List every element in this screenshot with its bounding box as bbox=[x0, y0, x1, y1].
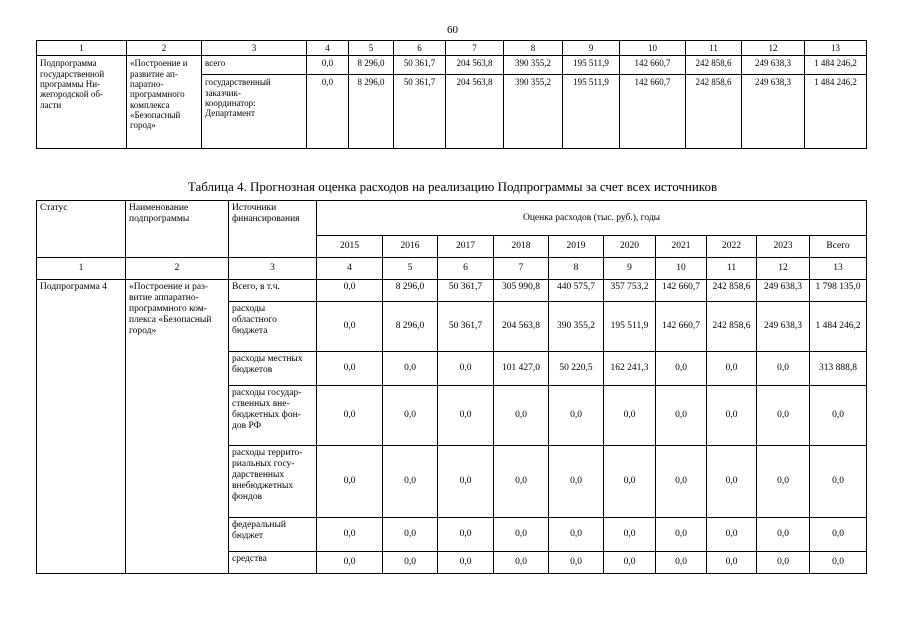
value-cell: 0,0 bbox=[383, 446, 438, 518]
value-cell: 50 361,7 bbox=[438, 302, 494, 352]
column-number-cell: 6 bbox=[394, 41, 446, 56]
column-number-cell: 11 bbox=[707, 258, 757, 280]
column-number-cell: 9 bbox=[563, 41, 620, 56]
value-cell: 0,0 bbox=[810, 552, 867, 574]
value-cell: 162 241,3 bbox=[604, 352, 656, 386]
value-cell: 0,0 bbox=[656, 352, 707, 386]
value-cell: 0,0 bbox=[317, 552, 383, 574]
value-cell: 0,0 bbox=[383, 552, 438, 574]
value-cell: 0,0 bbox=[317, 446, 383, 518]
column-number-cell: 11 bbox=[686, 41, 742, 56]
value-cell: 0,0 bbox=[383, 352, 438, 386]
value-cell: 0,0 bbox=[438, 446, 494, 518]
value-cell: 0,0 bbox=[549, 446, 604, 518]
column-number-cell: 9 bbox=[604, 258, 656, 280]
value-cell: 0,0 bbox=[307, 75, 349, 149]
value-cell: 0,0 bbox=[438, 518, 494, 552]
value-cell: 1 484 246,2 bbox=[805, 75, 867, 149]
source-cell: расходы областного бюджета bbox=[229, 302, 317, 352]
value-cell: 0,0 bbox=[317, 386, 383, 446]
value-cell: 313 888,8 bbox=[810, 352, 867, 386]
value-cell: 242 858,6 bbox=[686, 56, 742, 75]
source-cell: всего bbox=[202, 56, 307, 75]
value-cell: 0,0 bbox=[494, 518, 549, 552]
value-cell: 390 355,2 bbox=[549, 302, 604, 352]
year-cell: 2017 bbox=[438, 236, 494, 258]
column-number-row bbox=[37, 258, 867, 280]
value-cell: 8 296,0 bbox=[383, 280, 438, 302]
subprogram-name-cell: «Построение и развитие ап- паратно- программного комплекса «Безопасный город» bbox=[127, 56, 202, 149]
value-cell: 0,0 bbox=[438, 386, 494, 446]
year-cell: 2015 bbox=[317, 236, 383, 258]
value-cell: 242 858,6 bbox=[686, 75, 742, 149]
name-header: Наименование подпрограммы bbox=[126, 201, 229, 258]
subprogram-status-cell: Подпрограмма государственной программы Ни- жегородской об- ласти bbox=[37, 56, 127, 149]
source-cell: расходы государ- ственных вне- бюджетных фон- дов РФ bbox=[229, 386, 317, 446]
value-cell: 0,0 bbox=[317, 302, 383, 352]
column-number-cell: 1 bbox=[37, 41, 127, 56]
table-title: Таблица 4. Прогнозная оценка расходов на реализацию Подпрограммы за счет всех источников bbox=[187, 179, 718, 194]
value-cell: 195 511,9 bbox=[604, 302, 656, 352]
year-cell: 2020 bbox=[604, 236, 656, 258]
value-cell: 0,0 bbox=[810, 386, 867, 446]
value-cell: 0,0 bbox=[317, 518, 383, 552]
value-cell: 0,0 bbox=[707, 386, 757, 446]
year-cell: 2022 bbox=[707, 236, 757, 258]
column-number-cell: 4 bbox=[307, 41, 349, 56]
value-cell: 0,0 bbox=[604, 446, 656, 518]
value-cell: 357 753,2 bbox=[604, 280, 656, 302]
value-cell: 0,0 bbox=[494, 552, 549, 574]
value-cell: 249 638,3 bbox=[742, 56, 805, 75]
column-number-cell: 4 bbox=[317, 258, 383, 280]
value-cell: 440 575,7 bbox=[549, 280, 604, 302]
value-cell: 142 660,7 bbox=[656, 280, 707, 302]
source-cell: расходы террито- риальных госу- дарственных внебюджетных фондов bbox=[229, 446, 317, 518]
source-cell: государственный заказчик- координатор: Департамент bbox=[202, 75, 307, 149]
value-cell: 195 511,9 bbox=[563, 75, 620, 149]
year-cell: 2019 bbox=[549, 236, 604, 258]
column-number-cell: 7 bbox=[494, 258, 549, 280]
value-cell: 0,0 bbox=[656, 518, 707, 552]
header-row bbox=[37, 201, 867, 236]
value-cell: 50 220,5 bbox=[549, 352, 604, 386]
status-header: Статус bbox=[37, 201, 126, 258]
value-cell: 0,0 bbox=[757, 518, 810, 552]
value-cell: 204 563,8 bbox=[446, 75, 504, 149]
value-cell: 0,0 bbox=[810, 446, 867, 518]
column-number-cell: 12 bbox=[742, 41, 805, 56]
expenditure-forecast-table bbox=[36, 200, 867, 574]
value-cell: 0,0 bbox=[604, 552, 656, 574]
value-cell: 1 484 246,2 bbox=[805, 56, 867, 75]
value-cell: 8 296,0 bbox=[383, 302, 438, 352]
value-cell: 0,0 bbox=[656, 446, 707, 518]
column-number-cell: 10 bbox=[620, 41, 686, 56]
value-cell: 142 660,7 bbox=[620, 56, 686, 75]
page-number: 60 bbox=[447, 24, 458, 36]
value-cell: 0,0 bbox=[383, 518, 438, 552]
value-cell: 242 858,6 bbox=[707, 302, 757, 352]
column-number-cell: 1 bbox=[37, 258, 126, 280]
value-cell: 50 361,7 bbox=[394, 56, 446, 75]
value-cell: 0,0 bbox=[656, 552, 707, 574]
subprogram-name-cell: «Построение и раз- витие аппаратно- программного ком- плекса «Безопасный город» bbox=[126, 280, 229, 574]
column-number-cell: 3 bbox=[202, 41, 307, 56]
source-cell: расходы местных бюджетов bbox=[229, 352, 317, 386]
value-cell: 0,0 bbox=[549, 552, 604, 574]
value-cell: 50 361,7 bbox=[438, 280, 494, 302]
column-number-cell: 10 bbox=[656, 258, 707, 280]
year-cell: 2021 bbox=[656, 236, 707, 258]
column-number-cell: 6 bbox=[438, 258, 494, 280]
value-cell: 249 638,3 bbox=[742, 75, 805, 149]
column-number-cell: 8 bbox=[549, 258, 604, 280]
value-cell: 1 484 246,2 bbox=[810, 302, 867, 352]
value-cell: 0,0 bbox=[549, 518, 604, 552]
value-cell: 0,0 bbox=[757, 386, 810, 446]
column-number-cell: 3 bbox=[229, 258, 317, 280]
source-cell: федеральный бюджет bbox=[229, 518, 317, 552]
value-cell: 0,0 bbox=[494, 386, 549, 446]
value-cell: 0,0 bbox=[757, 352, 810, 386]
value-cell: 390 355,2 bbox=[504, 56, 563, 75]
value-cell: 142 660,7 bbox=[620, 75, 686, 149]
continuation-table bbox=[36, 40, 867, 149]
value-cell: 1 798 135,0 bbox=[810, 280, 867, 302]
table-row bbox=[37, 56, 867, 75]
value-cell: 50 361,7 bbox=[394, 75, 446, 149]
column-number-cell: 5 bbox=[383, 258, 438, 280]
value-cell: 0,0 bbox=[438, 352, 494, 386]
value-cell: 101 427,0 bbox=[494, 352, 549, 386]
value-cell: 8 296,0 bbox=[349, 56, 394, 75]
year-cell: 2018 bbox=[494, 236, 549, 258]
value-cell: 204 563,8 bbox=[446, 56, 504, 75]
column-number-cell: 2 bbox=[127, 41, 202, 56]
value-cell: 0,0 bbox=[810, 518, 867, 552]
value-cell: 0,0 bbox=[383, 386, 438, 446]
value-cell: 8 296,0 bbox=[349, 75, 394, 149]
column-number-cell: 13 bbox=[805, 41, 867, 56]
value-cell: 249 638,3 bbox=[757, 302, 810, 352]
value-cell: 0,0 bbox=[707, 552, 757, 574]
value-cell: 249 638,3 bbox=[757, 280, 810, 302]
year-cell: Всего bbox=[810, 236, 867, 258]
header-number-row bbox=[37, 41, 867, 56]
value-cell: 0,0 bbox=[604, 518, 656, 552]
value-cell: 0,0 bbox=[707, 446, 757, 518]
value-cell: 0,0 bbox=[707, 352, 757, 386]
year-cell: 2023 bbox=[757, 236, 810, 258]
source-cell: Всего, в т.ч. bbox=[229, 280, 317, 302]
column-number-cell: 12 bbox=[757, 258, 810, 280]
year-cell: 2016 bbox=[383, 236, 438, 258]
column-number-cell: 8 bbox=[504, 41, 563, 56]
value-cell: 0,0 bbox=[604, 386, 656, 446]
value-cell: 0,0 bbox=[317, 352, 383, 386]
column-number-cell: 5 bbox=[349, 41, 394, 56]
value-cell: 0,0 bbox=[438, 552, 494, 574]
value-cell: 0,0 bbox=[307, 56, 349, 75]
value-cell: 390 355,2 bbox=[504, 75, 563, 149]
value-cell: 204 563,8 bbox=[494, 302, 549, 352]
value-cell: 305 990,8 bbox=[494, 280, 549, 302]
value-cell: 0,0 bbox=[317, 280, 383, 302]
column-number-cell: 2 bbox=[126, 258, 229, 280]
value-cell: 0,0 bbox=[757, 446, 810, 518]
value-cell: 142 660,7 bbox=[656, 302, 707, 352]
value-cell: 0,0 bbox=[494, 446, 549, 518]
sources-header: Источники финансирования bbox=[229, 201, 317, 258]
status-cell: Подпрограмма 4 bbox=[37, 280, 126, 574]
column-number-cell: 7 bbox=[446, 41, 504, 56]
source-cell: средства bbox=[229, 552, 317, 574]
column-number-cell: 13 bbox=[810, 258, 867, 280]
value-cell: 0,0 bbox=[707, 518, 757, 552]
estimate-header: Оценка расходов (тыс. руб.), годы bbox=[317, 201, 867, 236]
table-row bbox=[37, 280, 867, 302]
value-cell: 0,0 bbox=[549, 386, 604, 446]
value-cell: 242 858,6 bbox=[707, 280, 757, 302]
value-cell: 195 511,9 bbox=[563, 56, 620, 75]
value-cell: 0,0 bbox=[656, 386, 707, 446]
value-cell: 0,0 bbox=[757, 552, 810, 574]
